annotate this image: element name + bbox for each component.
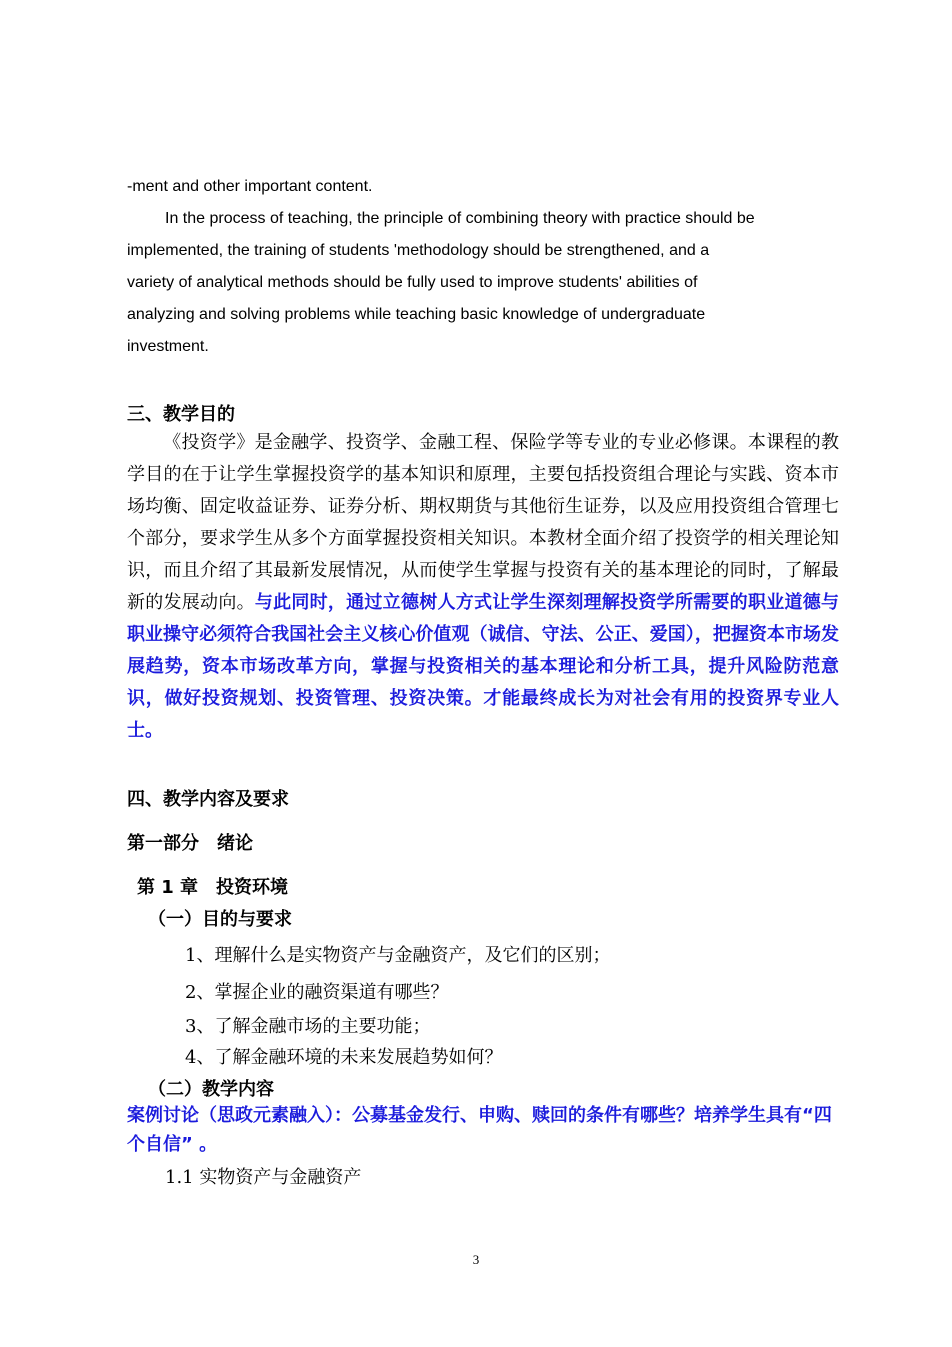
subsection-objectives-heading: （一）目的与要求: [148, 909, 292, 930]
english-para-line: analyzing and solving problems while teaching basic knowledge of undergraduate: [127, 306, 706, 323]
english-para-line: investment.: [127, 338, 209, 355]
objective-item: 4、了解金融环境的未来发展趋势如何？: [185, 1047, 503, 1068]
paragraph-normal-text: 《投资学》是金融学、投资学、金融工程、保险学等专业的专业必修课。本课程的教学目的在于让学生掌握投资学的基本知识和原理，主要包括投资组合理论与实践、资本市场均衡、固定收益证券、证券分析、期权期货与其他衍生证券，以及应用投资组合管理七个部分，要求学生从多个方面掌握投资相关知识。本教材全面介绍了投资学的相关理论知识，而且介绍了其最新发展情况，从而使学生掌握与投资有关的基本理论的同时，了解最新的发展动向。: [127, 432, 839, 613]
section-3-heading: 三、教学目的: [127, 404, 235, 425]
objective-item: 1、理解什么是实物资产与金融资产，及它们的区别；: [185, 945, 611, 966]
paragraph-highlight-text: 与此同时，通过立德树人方式让学生深刻理解投资学所需要的职业道德与职业操守必须符合我国社会主义核心价值观（诚信、守法、公正、爱国），把握资本市场发展趋势，资本市场改革方向，掌握与投资相关的基本理论和分析工具，提升风险防范意识，做好投资规划、投资管理、投资决策。才能最终成长为对社会有用的投资界专业人士。: [127, 592, 839, 741]
content-item: 1.1 实物资产与金融资产: [165, 1167, 362, 1188]
section-3-paragraph: [127, 427, 839, 747]
english-line-continued: -ment and other important content.: [127, 178, 373, 195]
english-para-line: In the process of teaching, the principle of combining theory with practice should be: [165, 210, 755, 227]
page-number: 3: [472, 1252, 480, 1267]
chapter-1-heading: 第 1 章 投资环境: [137, 877, 289, 898]
objective-item: 2、掌握企业的融资渠道有哪些？: [185, 982, 449, 1003]
english-para-line: variety of analytical methods should be fully used to improve students' abilities of: [127, 274, 698, 291]
objective-item: 3、了解金融市场的主要功能；: [185, 1016, 431, 1037]
english-para-line: implemented, the training of students 'methodology should be strengthened, and a: [127, 242, 710, 259]
case-discussion-text: 案例讨论（思政元素融入）：公募基金发行、申购、赎回的条件有哪些？培养学生具有“四个自信” 。: [127, 1105, 832, 1155]
subsection-content-heading: （二）教学内容: [148, 1079, 274, 1100]
section-4-heading: 四、教学内容及要求: [127, 789, 289, 810]
part-1-heading: 第一部分 绪论: [127, 833, 253, 854]
